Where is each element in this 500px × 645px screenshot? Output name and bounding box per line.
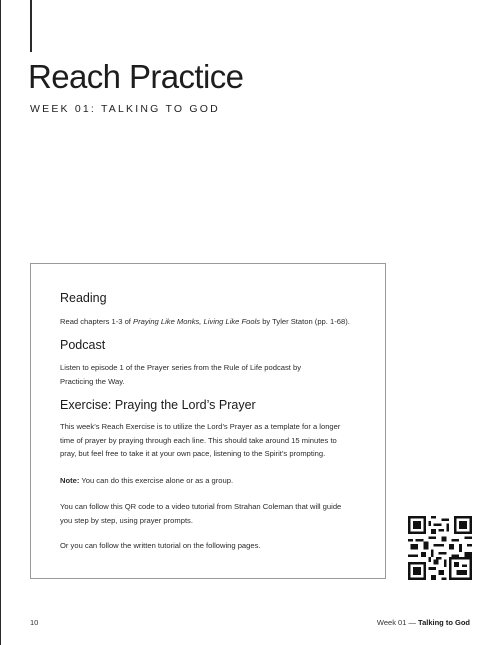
header-tick-line	[30, 0, 32, 52]
footer-week-title: Talking to God	[418, 618, 470, 627]
qr-line-2: you step by step, using prayer prompts.	[60, 515, 193, 525]
page-number: 10	[30, 618, 39, 627]
reading-heading: Reading	[60, 291, 107, 305]
exercise-line-3: pray, but feel free to take it at your own pace, listening to the Spirit’s prompting.	[60, 449, 326, 458]
podcast-line-2: Practicing the Way.	[60, 376, 125, 386]
reading-book-title: Praying Like Monks, Living Like Fools	[133, 317, 261, 326]
exercise-line-2: time of prayer by praying through each line. This should take around 15 minutes to	[60, 435, 337, 445]
podcast-text	[60, 361, 301, 388]
exercise-heading: Exercise: Praying the Lord’s Prayer	[60, 398, 256, 412]
practice-box	[30, 263, 386, 579]
reading-text-pre: Read chapters 1-3 of	[60, 317, 134, 326]
podcast-heading: Podcast	[60, 338, 106, 352]
page-title: Reach Practice	[28, 58, 244, 95]
exercise-line-1: This week’s Reach Exercise is to utilize the Lord’s Prayer as a template for a longer	[60, 422, 341, 431]
page-edge-rule	[0, 0, 1, 645]
footer-week-label: Week 01 —	[376, 618, 419, 627]
note-label: Note:	[60, 476, 80, 485]
qr-code-icon[interactable]	[408, 516, 472, 580]
qr-line-1: You can follow this QR code to a video tutorial from Strahan Coleman that will guide	[60, 502, 342, 511]
note-text	[60, 474, 233, 488]
reading-text	[60, 315, 350, 329]
note-body: You can do this exercise alone or as a group.	[79, 476, 234, 485]
podcast-line-1: Listen to episode 1 of the Prayer series from the Rule of Life podcast by	[60, 363, 302, 372]
qr-instructions	[60, 500, 341, 527]
running-footer	[377, 618, 470, 627]
reading-text-post: by Tyler Staton (pp. 1-68).	[260, 317, 350, 326]
page-subtitle: WEEK 01: TALKING TO GOD	[30, 103, 220, 115]
written-tutorial-text: Or you can follow the written tutorial on the following pages.	[60, 541, 261, 550]
exercise-text	[60, 420, 340, 461]
